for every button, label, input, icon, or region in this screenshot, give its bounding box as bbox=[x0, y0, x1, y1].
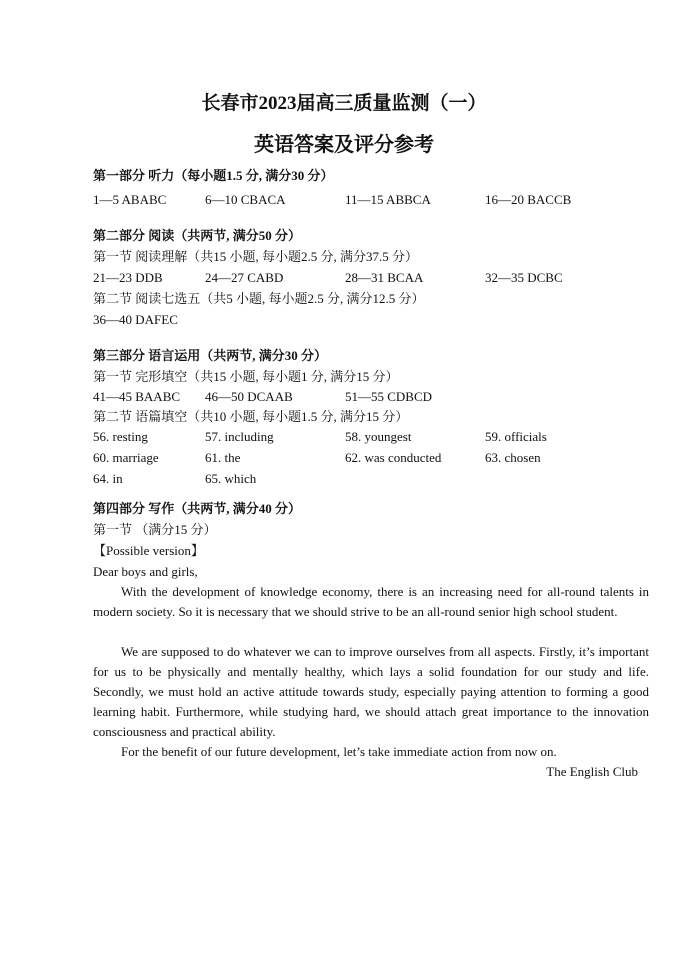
part2-section1-title: 第一节 阅读理解（共15 小题, 每小题2.5 分, 满分37.5 分） bbox=[93, 249, 419, 264]
answer-group: 46—50 DCAAB bbox=[205, 389, 293, 404]
part2-section2-title: 第二节 阅读七选五（共5 小题, 每小题2.5 分, 满分12.5 分） bbox=[93, 291, 425, 306]
letter-signature: The English Club bbox=[546, 764, 638, 779]
answer-group: 36—40 DAFEC bbox=[93, 312, 178, 327]
letter-paragraph-2 bbox=[93, 642, 649, 742]
answer-group: 11—15 ABBCA bbox=[345, 192, 431, 207]
answer-item: 61. the bbox=[205, 450, 241, 465]
paragraph-text: For the benefit of our future development, let’s take immediate action from now on. bbox=[121, 744, 557, 759]
answer-group: 28—31 BCAA bbox=[345, 270, 424, 285]
part3-heading: 第三部分 语言运用（共两节, 满分30 分） bbox=[93, 348, 328, 363]
answer-group: 1—5 ABABC bbox=[93, 192, 167, 207]
answer-item: 57. including bbox=[205, 429, 274, 444]
answer-item: 59. officials bbox=[485, 429, 547, 444]
part4-section1-title: 第一节 （满分15 分） bbox=[93, 522, 217, 537]
part2-heading: 第二部分 阅读（共两节, 满分50 分） bbox=[93, 228, 302, 243]
answer-group: 21—23 DDB bbox=[93, 270, 163, 285]
answer-group: 32—35 DCBC bbox=[485, 270, 563, 285]
answer-item: 64. in bbox=[93, 471, 123, 486]
part3-section1-title: 第一节 完形填空（共15 小题, 每小题1 分, 满分15 分） bbox=[93, 369, 399, 384]
letter-greeting: Dear boys and girls, bbox=[93, 564, 198, 579]
answer-group: 6—10 CBACA bbox=[205, 192, 286, 207]
page-title: 长春市2023届高三质量监测（一） bbox=[201, 93, 487, 114]
answer-item: 65. which bbox=[205, 471, 257, 486]
part4-heading: 第四部分 写作（共两节, 满分40 分） bbox=[93, 501, 302, 516]
letter-paragraph-1 bbox=[93, 582, 649, 622]
letter-paragraph-3 bbox=[93, 742, 649, 762]
answer-item: 58. youngest bbox=[345, 429, 412, 444]
answer-item: 63. chosen bbox=[485, 450, 541, 465]
part3-section2-title: 第二节 语篇填空（共10 小题, 每小题1.5 分, 满分15 分） bbox=[93, 409, 409, 424]
possible-version-label: 【Possible version】 bbox=[93, 543, 204, 558]
answer-item: 62. was conducted bbox=[345, 450, 442, 465]
paragraph-text: We are supposed to do whatever we can to improve ourselves from all aspects. Firstly, it’s important for us to be physically and mentally healthy, which lays a solid foundation for our study and life. Secondly, we must hold an active attitude towards study, especially paying attention to forming a good learning habit. Furthermore, while studying hard, we should attach great importance to the innovation consciousness and practical ability. bbox=[93, 644, 649, 739]
answer-group: 16—20 BACCB bbox=[485, 192, 572, 207]
answer-group: 41—45 BAABC bbox=[93, 389, 181, 404]
answer-group: 24—27 CABD bbox=[205, 270, 284, 285]
answer-item: 56. resting bbox=[93, 429, 148, 444]
answer-item: 60. marriage bbox=[93, 450, 159, 465]
answer-group: 51—55 CDBCD bbox=[345, 389, 433, 404]
page-subtitle: 英语答案及评分参考 bbox=[254, 134, 434, 156]
paragraph-text: With the development of knowledge economy, there is an increasing need for all-round talents in modern society. So it is necessary that we should strive to be an all-round senior high school student. bbox=[93, 584, 649, 619]
part1-heading: 第一部分 听力（每小题1.5 分, 满分30 分） bbox=[93, 168, 334, 183]
